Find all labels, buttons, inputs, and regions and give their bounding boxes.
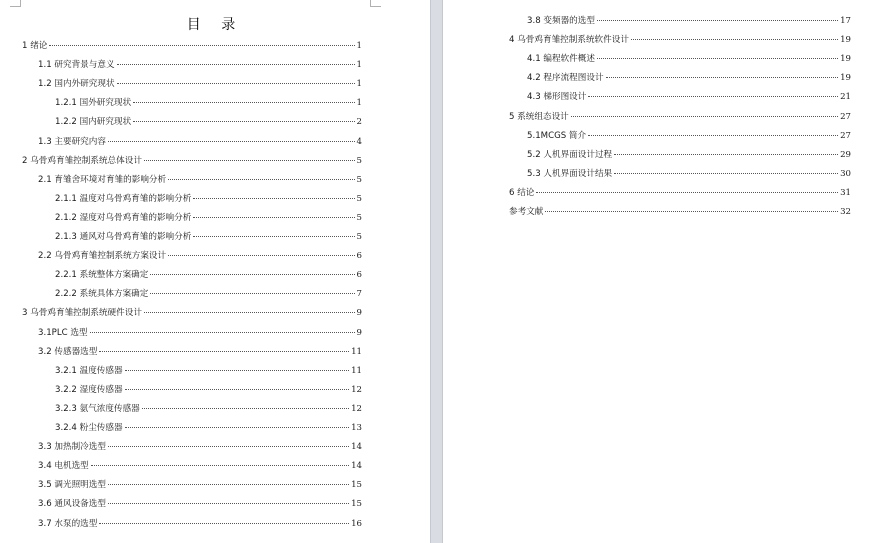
toc-entry-label: 3.6 通风设备选型 <box>38 499 106 510</box>
toc-entry-label: 5 系统组态设计 <box>509 111 569 122</box>
toc-entry[interactable] <box>38 517 362 531</box>
toc-entry[interactable] <box>527 14 851 28</box>
toc-entry[interactable] <box>509 186 851 200</box>
toc-page-number: 6 <box>356 270 362 281</box>
toc-entry[interactable] <box>55 268 362 282</box>
toc-entry-label: 3.4 电机选型 <box>38 461 89 472</box>
toc-entry-label: 6 结论 <box>509 187 535 198</box>
dot-leader <box>588 134 838 136</box>
dot-leader <box>606 76 839 78</box>
dot-leader <box>108 502 349 504</box>
toc-entry-label: 5.1MCGS 简介 <box>527 130 587 141</box>
crop-mark <box>370 0 381 7</box>
toc-entry[interactable] <box>527 52 851 66</box>
toc-entry-label: 4.1 编程软件概述 <box>527 54 595 65</box>
toc-entry-label: 1 绪论 <box>22 41 48 51</box>
toc-entry[interactable] <box>38 440 362 454</box>
toc-entry[interactable] <box>38 459 362 473</box>
toc-entry[interactable] <box>55 383 362 397</box>
toc-entry-label: 1.2.2 国内研究现状 <box>55 117 132 128</box>
dot-leader <box>49 44 354 46</box>
toc-entry-label: 2.1 育雏舍环境对育雏的影响分析 <box>38 174 167 185</box>
toc-entry-label: 4.2 程序流程图设计 <box>527 73 604 84</box>
dot-leader <box>108 445 349 447</box>
toc-entry[interactable] <box>38 249 362 263</box>
dot-leader <box>125 426 349 428</box>
toc-page-number: 5 <box>356 212 362 223</box>
toc-page-number: 19 <box>840 35 851 46</box>
dot-leader <box>588 95 838 97</box>
toc-entry-label: 4 乌骨鸡育雏控制系统软件设计 <box>509 35 629 46</box>
toc-entry[interactable] <box>38 77 362 91</box>
toc-entry-label: 4.3 梯形图设计 <box>527 92 587 103</box>
toc-entry[interactable] <box>22 306 362 320</box>
dot-leader <box>144 159 355 161</box>
toc-page-number: 11 <box>351 346 362 357</box>
dot-leader <box>193 197 354 199</box>
toc-page-number: 11 <box>351 365 362 376</box>
toc-page-number: 19 <box>840 73 851 84</box>
dot-leader <box>597 19 838 21</box>
toc-entry-label: 3.8 变频器的选型 <box>527 16 595 26</box>
toc-entry-label: 2 乌骨鸡育雏控制系统总体设计 <box>22 155 142 166</box>
dot-leader <box>133 120 354 122</box>
toc-entry-label: 3.2.4 粉尘传感器 <box>55 423 123 433</box>
toc-page-number: 27 <box>840 111 851 122</box>
dot-leader <box>571 115 838 117</box>
toc-entry-label: 3.2.2 湿度传感器 <box>55 384 123 395</box>
toc-entry[interactable] <box>55 287 362 301</box>
dot-leader <box>614 172 838 174</box>
toc-page-number: 32 <box>840 207 851 217</box>
dot-leader <box>614 153 838 155</box>
toc-page-number: 21 <box>840 92 851 103</box>
toc-entry[interactable] <box>527 148 851 162</box>
toc-entry-label: 3.1PLC 选型 <box>38 327 88 338</box>
dot-leader <box>125 388 349 390</box>
toc-page-number: 15 <box>351 499 362 510</box>
dot-leader <box>193 235 354 237</box>
toc-page-number: 30 <box>840 168 851 179</box>
toc-entry[interactable] <box>55 96 362 110</box>
toc-page-number: 13 <box>351 423 362 433</box>
toc-entry-label: 3.5 调光照明选型 <box>38 480 106 491</box>
toc-entry[interactable] <box>509 110 851 124</box>
toc-page-number: 2 <box>356 117 362 128</box>
toc-entry-label: 3.7 水泵的选型 <box>38 518 98 529</box>
toc-page-number: 5 <box>356 155 362 166</box>
toc-page-number: 12 <box>351 403 362 414</box>
toc-entry[interactable] <box>38 135 362 149</box>
toc-entry-label: 3 乌骨鸡育雏控制系统硬件设计 <box>22 308 142 319</box>
toc-entry[interactable] <box>55 192 362 206</box>
toc-entry[interactable] <box>55 230 362 244</box>
toc-entry-label: 3.2.1 温度传感器 <box>55 365 123 376</box>
dot-leader <box>150 292 354 294</box>
toc-page-number: 29 <box>840 149 851 160</box>
toc-page-number: 1 <box>356 98 362 109</box>
page-gutter <box>430 0 443 543</box>
toc-entry-label: 3.2 传感器选型 <box>38 346 98 357</box>
dot-leader <box>545 210 838 212</box>
dot-leader <box>536 191 838 193</box>
toc-entry[interactable] <box>55 211 362 225</box>
toc-page-number: 27 <box>840 130 851 141</box>
dot-leader <box>193 216 354 218</box>
toc-page-number: 4 <box>356 136 362 147</box>
toc-entry[interactable] <box>55 364 362 378</box>
toc-entry[interactable] <box>527 90 851 104</box>
dot-leader <box>631 38 838 40</box>
toc-page-number: 15 <box>351 480 362 491</box>
toc-entry[interactable] <box>38 478 362 492</box>
dot-leader <box>117 63 355 65</box>
toc-page-number: 7 <box>356 289 362 300</box>
toc-entry[interactable] <box>527 129 851 143</box>
document-page-left <box>0 0 430 543</box>
toc-entry-label: 2.2.2 系统具体方案确定 <box>55 289 149 300</box>
dot-leader <box>125 369 349 371</box>
toc-entry-label: 3.3 加热制冷选型 <box>38 442 106 453</box>
dot-leader <box>168 178 354 180</box>
toc-page-number: 14 <box>351 442 362 453</box>
document-page-right <box>443 0 871 543</box>
toc-entry-label: 1.2.1 国外研究现状 <box>55 98 132 109</box>
dot-leader <box>144 311 355 313</box>
dot-leader <box>142 407 349 409</box>
toc-page-number: 1 <box>356 79 362 90</box>
toc-entry[interactable] <box>527 167 851 181</box>
dot-leader <box>117 82 355 84</box>
toc-entry[interactable] <box>55 115 362 129</box>
toc-entry-label: 3.2.3 氨气浓度传感器 <box>55 403 140 414</box>
toc-entry[interactable] <box>22 39 362 53</box>
toc-entry[interactable] <box>38 173 362 187</box>
toc-page-number: 1 <box>356 41 362 51</box>
dot-leader <box>150 273 354 275</box>
toc-entry-label: 参考文献 <box>509 207 544 217</box>
toc-page-number: 31 <box>840 187 851 198</box>
toc-page-number: 9 <box>356 308 362 319</box>
dot-leader <box>108 140 355 142</box>
toc-entry-label: 2.2 乌骨鸡育雏控制系统方案设计 <box>38 251 167 262</box>
toc-page-number: 5 <box>356 193 362 204</box>
toc-entry-label: 2.2.1 系统整体方案确定 <box>55 270 149 281</box>
toc-page-number: 16 <box>351 518 362 529</box>
toc-page-number: 9 <box>356 327 362 338</box>
toc-entry[interactable] <box>509 205 851 219</box>
toc-entry[interactable] <box>38 497 362 511</box>
toc-page-number: 5 <box>356 232 362 242</box>
toc-entry-label: 5.2 人机界面设计过程 <box>527 149 613 160</box>
toc-page-number: 19 <box>840 54 851 65</box>
toc-page-number: 1 <box>356 60 362 71</box>
toc-entry-label: 5.3 人机界面设计结果 <box>527 168 613 179</box>
toc-entry[interactable] <box>55 421 362 435</box>
toc-title: 目 录 <box>186 17 244 33</box>
toc-entry-label: 2.1.1 温度对乌骨鸡育雏的影响分析 <box>55 193 192 204</box>
dot-leader <box>597 57 838 59</box>
toc-entry[interactable] <box>22 154 362 168</box>
toc-entry-label: 1.2 国内外研究现状 <box>38 79 115 90</box>
toc-entry[interactable] <box>527 71 851 85</box>
toc-entry[interactable] <box>38 326 362 340</box>
dot-leader <box>99 522 349 524</box>
toc-entry[interactable] <box>509 33 851 47</box>
crop-mark <box>10 0 21 7</box>
toc-page-number: 6 <box>356 251 362 262</box>
toc-page-number: 14 <box>351 461 362 472</box>
toc-entry-label: 2.1.2 湿度对乌骨鸡育雏的影响分析 <box>55 212 192 223</box>
toc-entry[interactable] <box>55 402 362 416</box>
dot-leader <box>133 101 354 103</box>
dot-leader <box>99 350 349 352</box>
toc-page-number: 5 <box>356 174 362 185</box>
toc-page-number: 12 <box>351 384 362 395</box>
dot-leader <box>91 464 349 466</box>
dot-leader <box>168 254 354 256</box>
dot-leader <box>108 483 349 485</box>
dot-leader <box>90 331 355 333</box>
toc-entry[interactable] <box>38 58 362 72</box>
toc-entry-label: 1.3 主要研究内容 <box>38 136 106 147</box>
toc-entry-label: 1.1 研究背景与意义 <box>38 60 115 71</box>
toc-page-number: 17 <box>840 16 851 26</box>
toc-entry-label: 2.1.3 通风对乌骨鸡育雏的影响分析 <box>55 232 192 242</box>
toc-entry[interactable] <box>38 345 362 359</box>
